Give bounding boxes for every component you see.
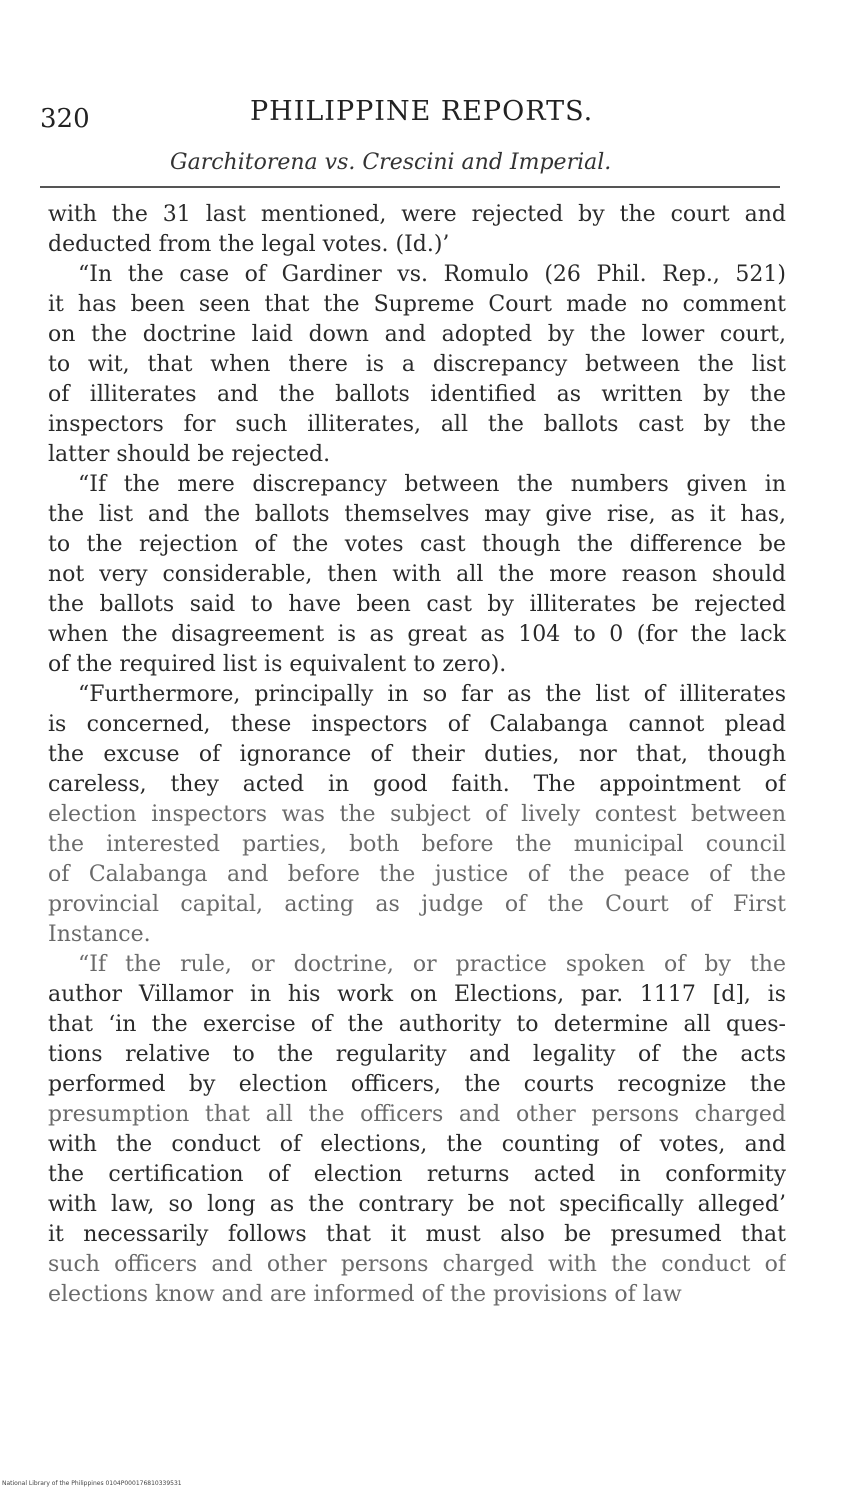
text-line: is concerned, these inspectors of Calabanga cannot plead	[48, 712, 786, 737]
text-line: latter should be rejected.	[48, 442, 331, 467]
case-title: Garchitorena vs. Crescini and Imperial.	[170, 150, 612, 175]
text-line: presumption that all the officers and other persons charged	[48, 1102, 786, 1127]
text-line: such officers and other persons charged with the conduct of	[48, 1252, 786, 1277]
text-line: it necessarily follows that it must also be presumed that	[48, 1222, 786, 1247]
text-line: inspectors for such illiterates, all the ballots cast by the	[48, 412, 786, 437]
page-header	[40, 96, 780, 136]
text-line: elections know and are informed of the provisions of law	[48, 1282, 682, 1307]
text-line: the list and the ballots themselves may give rise, as it has,	[48, 502, 786, 527]
text-line: to wit, that when there is a discrepancy between the list	[48, 352, 786, 377]
text-line: “If the rule, or doctrine, or practice spoken of by the	[78, 952, 786, 977]
text-line: to the rejection of the votes cast though the difference be	[48, 532, 786, 557]
text-line: that ‘in the exercise of the authority to determine all ques-	[48, 1012, 786, 1037]
text-line: with the 31 last mentioned, were rejected by the court and	[48, 202, 786, 227]
text-line: performed by election officers, the courts recognize the	[48, 1072, 786, 1097]
text-line: with law, so long as the contrary be not specifically alleged’	[48, 1192, 786, 1217]
text-line: when the disagreement is as great as 104 to 0 (for the lack	[48, 622, 786, 647]
text-line: the ballots said to have been cast by illiterates be rejected	[48, 592, 786, 617]
header-rule	[40, 186, 780, 188]
text-line: the excuse of ignorance of their duties, nor that, though	[48, 742, 786, 767]
text-line: author Villamor in his work on Elections, par. 1117 [d], is	[48, 982, 786, 1007]
text-line: of Calabanga and before the justice of the peace of the	[48, 862, 786, 887]
page-number: 320	[40, 104, 90, 134]
text-line: “If the mere discrepancy between the numbers given in	[78, 472, 786, 497]
body-text	[48, 200, 786, 1310]
text-line: of illiterates and the ballots identified as written by the	[48, 382, 786, 407]
text-line: on the doctrine laid down and adopted by the lower court,	[48, 322, 786, 347]
text-line: not very considerable, then with all the more reason should	[48, 562, 786, 587]
text-line: it has been seen that the Supreme Court made no comment	[48, 292, 786, 317]
running-title: PHILIPPINE REPORTS.	[250, 96, 594, 127]
text-line: the certification of election returns acted in conformity	[48, 1162, 786, 1187]
text-line: Instance.	[48, 922, 151, 947]
footer-credit: National Library of the Philippines 0104P000176810339531	[2, 1480, 182, 1487]
text-line: “Furthermore, principally in so far as the list of illiterates	[78, 682, 786, 707]
text-line: deducted from the legal votes. (Id.)’	[48, 232, 450, 257]
text-line: tions relative to the regularity and legality of the acts	[48, 1042, 786, 1067]
text-line: provincial capital, acting as judge of the Court of First	[48, 892, 786, 917]
text-line: “In the case of Gardiner vs. Romulo (26 Phil. Rep., 521)	[78, 262, 786, 287]
text-line: the interested parties, both before the municipal council	[48, 832, 786, 857]
text-line: election inspectors was the subject of lively contest between	[48, 802, 786, 827]
text-line: with the conduct of elections, the counting of votes, and	[48, 1132, 786, 1157]
text-line: careless, they acted in good faith. The appointment of	[48, 772, 786, 797]
text-line: of the required list is equivalent to zero).	[48, 652, 507, 677]
